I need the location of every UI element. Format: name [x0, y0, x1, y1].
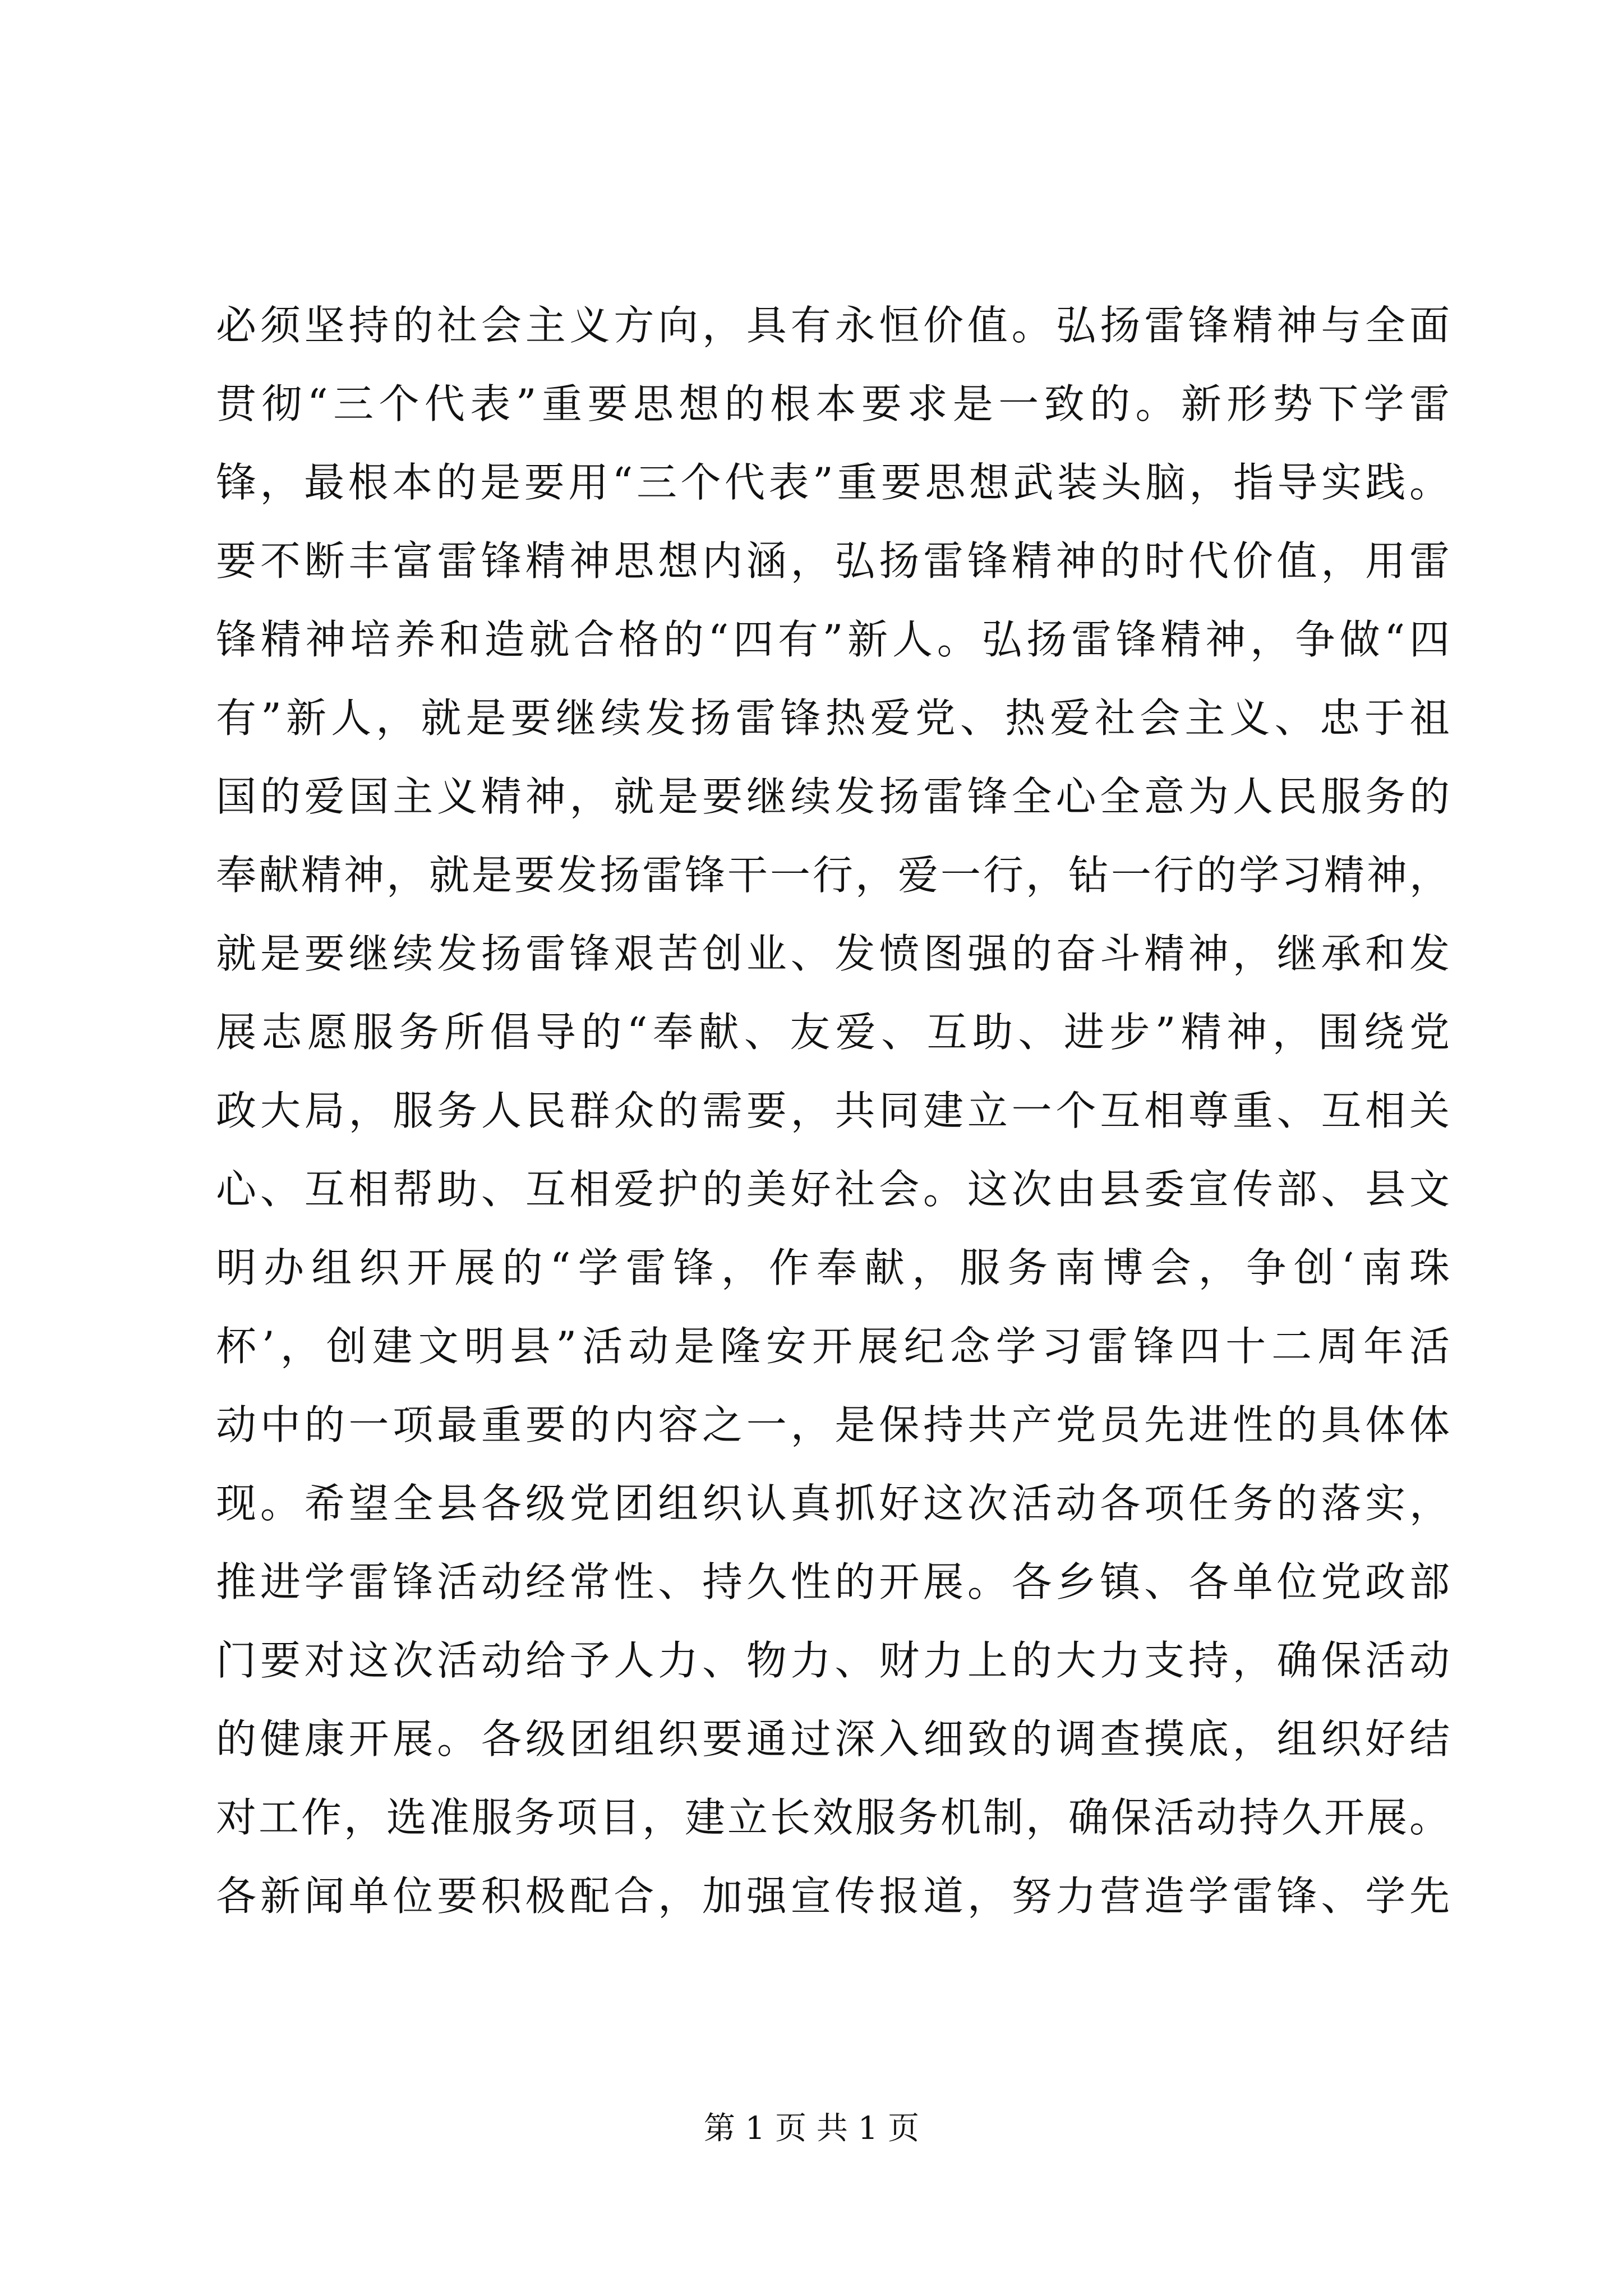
text-line-17: 推进学雷锋活动经常性、持久性的开展。各乡镇、各单位党政部 [216, 1558, 1450, 1605]
text-line-20: 对工作，选准服务项目，建立长效服务机制，确保活动持久开展。 [216, 1794, 1450, 1841]
text-line-5: 锋精神培养和造就合格的“四有”新人。弘扬雷锋精神，争做“四 [216, 616, 1450, 663]
text-line-10: 展志愿服务所倡导的“奉献、友爱、互助、进步”精神，围绕党 [216, 1009, 1450, 1056]
text-line-11: 政大局，服务人民群众的需要，共同建立一个互相尊重、互相关 [216, 1087, 1450, 1134]
text-line-18: 门要对这次活动给予人力、物力、财力上的大力支持，确保活动 [216, 1637, 1450, 1684]
page-footer [0, 2106, 1623, 2151]
text-line-13: 明办组织开展的“学雷锋，作奉献，服务南博会，争创‘南珠 [216, 1244, 1450, 1291]
text-line-2: 贯彻“三个代表”重要思想的根本要求是一致的。新形势下学雷 [216, 380, 1450, 427]
text-line-15: 动中的一项最重要的内容之一，是保持共产党员先进性的具体体 [216, 1401, 1450, 1448]
page-number-label: 第 1 页 共 1 页 [703, 2110, 920, 2147]
text-line-1: 必须坚持的社会主义方向，具有永恒价值。弘扬雷锋精神与全面 [216, 302, 1450, 349]
body-text [216, 286, 1450, 1935]
text-line-12: 心、互相帮助、互相爱护的美好社会。这次由县委宣传部、县文 [216, 1166, 1450, 1213]
text-line-8: 奉献精神，就是要发扬雷锋干一行，爱一行，钻一行的学习精神， [216, 852, 1450, 899]
text-line-7: 国的爱国主义精神，就是要继续发扬雷锋全心全意为人民服务的 [216, 773, 1450, 820]
text-line-14: 杯’，创建文明县”活动是隆安开展纪念学习雷锋四十二周年活 [216, 1323, 1450, 1370]
text-line-21: 各新闻单位要积极配合，加强宣传报道，努力营造学雷锋、学先 [216, 1872, 1450, 1920]
text-line-6: 有”新人，就是要继续发扬雷锋热爱党、热爱社会主义、忠于祖 [216, 694, 1450, 742]
text-line-16: 现。希望全县各级党团组织认真抓好这次活动各项任务的落实， [216, 1480, 1450, 1527]
text-line-4: 要不断丰富雷锋精神思想内涵，弘扬雷锋精神的时代价值，用雷 [216, 537, 1450, 585]
text-line-3: 锋，最根本的是要用“三个代表”重要思想武装头脑，指导实践。 [216, 459, 1450, 506]
text-line-9: 就是要继续发扬雷锋艰苦创业、发愤图强的奋斗精神，继承和发 [216, 930, 1450, 977]
text-line-19: 的健康开展。各级团组织要通过深入细致的调查摸底，组织好结 [216, 1715, 1450, 1763]
